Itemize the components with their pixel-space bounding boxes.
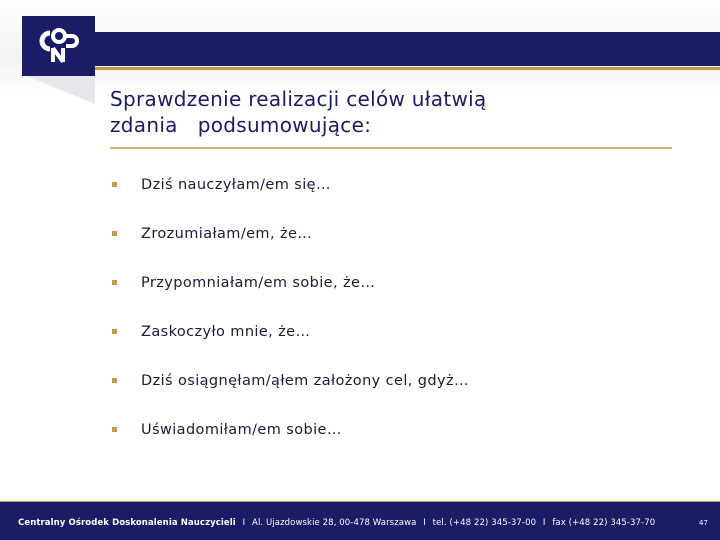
square-bullet-icon (112, 231, 117, 236)
codn-logo-icon (28, 22, 88, 70)
logo-shadow (22, 74, 95, 104)
page-number: 47 (699, 519, 708, 527)
bullet-text: Dziś osiągnęłam/ąłem założony cel, gdyż… (141, 372, 469, 389)
footer-separator: I (542, 518, 546, 528)
bullet-list (108, 160, 469, 454)
bullet-text: Uświadomiłam/em sobie… (141, 421, 342, 438)
square-bullet-icon (112, 280, 117, 285)
list-item (108, 307, 469, 356)
slide-title: Sprawdzenie realizacji celów ułatwią zdania podsumowujące: (110, 87, 487, 137)
bullet-text: Przypomniałam/em sobie, że… (141, 274, 376, 291)
list-item (108, 356, 469, 405)
footer-fax: fax (+48 22) 345-37-70 (552, 518, 656, 528)
square-bullet-icon (112, 182, 117, 187)
footer-phone: tel. (+48 22) 345-37-00 (432, 518, 537, 528)
footer-contact (18, 518, 655, 528)
header-gold-line (40, 67, 720, 70)
bullet-text: Zrozumiałam/em, że… (141, 225, 313, 242)
footer-address: Al. Ujazdowskie 28, 00-478 Warszawa (252, 518, 417, 528)
list-item (108, 258, 469, 307)
footer-organization: Centralny Ośrodek Doskonalenia Nauczycieli (18, 518, 236, 528)
footer-separator: I (242, 518, 246, 528)
header-band (40, 32, 720, 66)
list-item (108, 209, 469, 258)
list-item (108, 405, 469, 454)
bullet-text: Zaskoczyło mnie, że… (141, 323, 311, 340)
square-bullet-icon (112, 427, 117, 432)
footer-separator: I (423, 518, 426, 528)
square-bullet-icon (112, 329, 117, 334)
square-bullet-icon (112, 378, 117, 383)
list-item (108, 160, 469, 209)
bullet-text: Dziś nauczyłam/em się… (141, 176, 331, 193)
title-underline (110, 147, 672, 149)
